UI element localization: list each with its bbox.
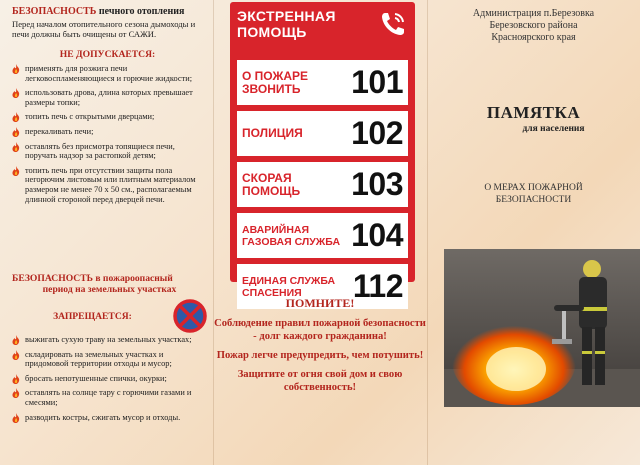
fire-rule-item xyxy=(12,350,207,369)
fire-title-line2: период на земельных участках xyxy=(42,284,177,295)
admin-line-2: Березовского района xyxy=(489,20,578,31)
flame-bullet-icon xyxy=(12,350,20,360)
emergency-title-line2: ПОМОЩЬ xyxy=(237,24,307,40)
flame-bullet-icon xyxy=(12,142,20,152)
service-label-line1: О ПОЖАРЕ xyxy=(242,68,308,83)
flame-bullet-icon xyxy=(12,112,20,122)
stove-title-rest: печного отопления xyxy=(96,6,185,17)
stove-rule-item-text: перекаливать печи; xyxy=(25,126,94,136)
service-label xyxy=(242,172,300,198)
fire-rule-item-text: складировать на земельных участках и придомовой территории отходы и мусор; xyxy=(25,349,172,369)
fire-rule-item-text: выжигать сухую траву на земельных участках; xyxy=(25,335,192,344)
not-allowed-heading: НЕ ДОПУСКАЕТСЯ: xyxy=(59,49,156,60)
remember-line-3: Защитите от огня свой дом и свою собственность! xyxy=(237,369,403,393)
firefighter-photo xyxy=(444,249,640,407)
emergency-number-row xyxy=(237,213,408,258)
service-label-line2: ПОМОЩЬ xyxy=(242,183,301,198)
remember-title: ПОМНИТЕ! xyxy=(285,296,355,310)
flame-bullet-icon xyxy=(12,374,20,384)
flame-bullet-icon xyxy=(12,64,20,74)
emergency-numbers xyxy=(237,60,408,309)
remember-line-2: Пожар легче предупредить, чем потушить! xyxy=(216,350,424,361)
stove-rule-item xyxy=(12,127,203,137)
phone-icon xyxy=(379,10,407,38)
stove-safety-title xyxy=(12,6,203,17)
fire-rule-item-text: бросать непотушенные спички, окурки; xyxy=(25,373,167,383)
service-label-line2: ЗВОНИТЬ xyxy=(242,81,301,96)
flame-bullet-icon xyxy=(12,413,20,423)
right-panel xyxy=(427,0,640,465)
emergency-number-row xyxy=(237,162,408,207)
remember-line-1: Соблюдение правил пожарной безопасности - долг каждого гражданина! xyxy=(214,318,426,342)
stove-rule-item xyxy=(12,88,203,107)
about-line-1: О МЕРАХ ПОЖАРНОЙ xyxy=(484,183,583,193)
fire-rule-item xyxy=(12,374,207,384)
remember-section xyxy=(213,296,427,394)
phone-number: 104 xyxy=(351,217,403,253)
fire-rule-item xyxy=(12,335,207,345)
forbidden-row xyxy=(12,299,207,333)
stove-rule-item xyxy=(12,64,203,83)
admin-line-3: Красноярского края xyxy=(491,32,576,43)
fire-title-line1: БЕЗОПАСНОСТЬ в пожароопасный xyxy=(12,273,173,284)
service-label xyxy=(242,224,340,248)
flame-bullet-icon xyxy=(12,88,20,98)
fire-rules-list xyxy=(12,335,207,422)
service-label-line2: СПАСЕНИЯ xyxy=(242,286,302,299)
forbidden-heading: ЗАПРЕЩАЕТСЯ: xyxy=(53,310,132,322)
flame-bullet-icon xyxy=(12,127,20,137)
phone-number: 102 xyxy=(351,115,403,151)
middle-panel xyxy=(213,0,427,465)
stove-rule-item-text: топить печь при отсутствии защиты пола негорючим листовым или плитным материалом размером не менее 70 х 50 см., располагаемым длинной стороной перед дверцей печи. xyxy=(25,165,196,204)
service-label-line1: ПОЛИЦИЯ xyxy=(242,126,303,140)
stove-rule-item xyxy=(12,166,203,204)
about-fire-safety xyxy=(427,182,640,206)
service-label-line1: АВАРИЙНАЯ xyxy=(242,223,310,236)
fire-rule-item-text: оставлять на солнце тару с горючими газами и смесями; xyxy=(25,388,192,407)
service-label xyxy=(242,127,303,140)
flame-bullet-icon xyxy=(12,335,20,345)
emergency-title-line1: ЭКСТРЕННАЯ xyxy=(237,8,336,24)
fire-period-section xyxy=(12,273,207,427)
about-line-2: БЕЗОПАСНОСТИ xyxy=(495,195,572,205)
service-label-line2: ГАЗОВАЯ СЛУЖБА xyxy=(242,235,341,248)
stove-rule-item-text: применять для розжига печи легковоспламеняющиеся и горючие жидкости; xyxy=(25,64,193,83)
memo-subtitle: для населения xyxy=(522,124,585,134)
emergency-number-row xyxy=(237,60,408,105)
stove-rule-item xyxy=(12,142,203,161)
stove-title-red: БЕЗОПАСНОСТЬ xyxy=(12,6,97,17)
stove-intro-text: Перед началом отопительного сезона дымоходы и печи должны быть очищены от САЖИ. xyxy=(12,19,196,39)
stove-rules-list xyxy=(12,64,203,204)
fire-rule-item-text: разводить костры, сжигать мусор и отходы. xyxy=(25,412,181,422)
memo-title-block xyxy=(427,103,640,134)
admin-line-1: Администрация п.Березовка xyxy=(472,8,595,19)
phone-number: 103 xyxy=(351,166,403,202)
flame-bullet-icon xyxy=(12,388,20,398)
service-label-line1: ЕДИНАЯ СЛУЖБА xyxy=(242,274,336,287)
flame-bullet-icon xyxy=(12,166,20,176)
phone-number: 101 xyxy=(351,64,403,100)
fire-rule-item xyxy=(12,413,207,423)
fire-period-title xyxy=(12,273,207,295)
prohibition-sign-icon xyxy=(173,299,207,333)
stove-rule-item-text: использовать дрова, длина которых превышает размеры топки; xyxy=(25,88,193,107)
stove-rule-item-text: топить печь с открытыми дверцами; xyxy=(25,112,155,122)
emergency-number-row xyxy=(237,111,408,156)
service-label xyxy=(242,70,308,96)
stove-rule-item xyxy=(12,112,203,122)
phone-number: 112 xyxy=(352,268,403,304)
memo-title: ПАМЯТКА xyxy=(486,103,581,122)
fire-rule-item xyxy=(12,388,207,407)
service-label-line1: СКОРАЯ xyxy=(242,170,292,185)
service-label xyxy=(242,275,335,299)
stove-rule-item-text: оставлять без присмотра топящиеся печи, поручать надзор за растопкой детям; xyxy=(25,141,175,161)
administration-header xyxy=(427,8,640,44)
